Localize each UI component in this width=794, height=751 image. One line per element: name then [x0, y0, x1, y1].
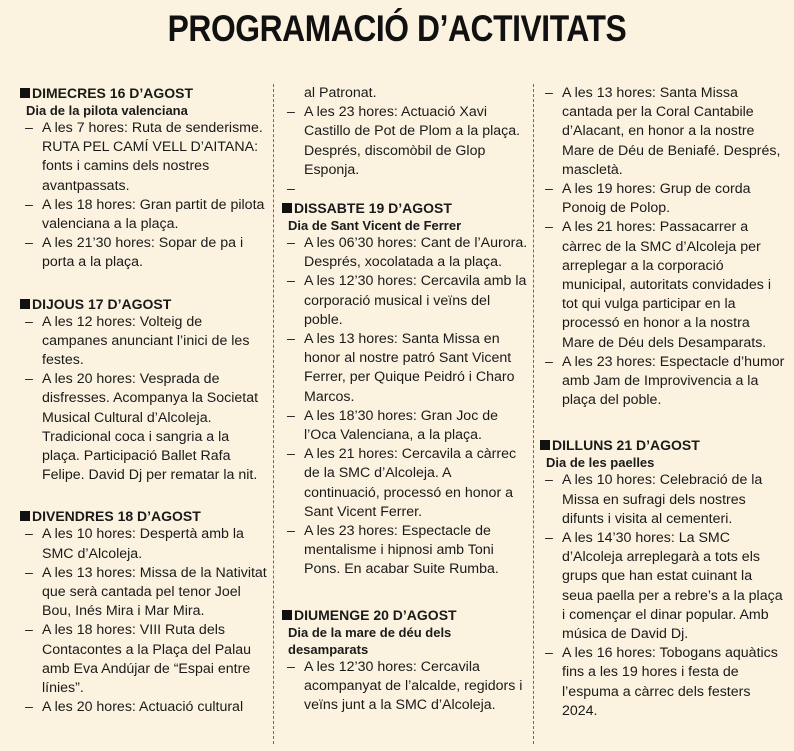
activity-item: – A les 21 hores: Cercavila a càrrec de la SMC d’Alcoleja. A continuació, processó en honor a Sant Vicent Ferrer.	[282, 445, 528, 522]
activity-item: – A les 13 hores: Missa de la Nativitat que serà cantada pel tenor Joel Bou, Inés Mira i Mar Mira.	[20, 564, 268, 622]
activity-item: – A les 10 hores: Despertà amb la SMC d’Alcoleja.	[20, 525, 268, 563]
activity-item: – A les 14’30 hores: La SMC d’Alcoleja arreplegarà a tots els grups que han estat cuinant la seua paella per a rebre’s a la plaça i començar el dinar popular. Amb música de David Dj.	[540, 529, 785, 644]
column-divider	[533, 84, 534, 744]
column-divider	[273, 84, 274, 744]
day-heading: DIMECRES 16 D’AGOST	[20, 84, 268, 102]
activity-item: – A les 21 hores: Passacarrer a càrrec de la SMC d’Alcoleja per arreplegar a la corporació municipal, autoritats convidades i tot qui vulga participar en la processó en honor a la nostra Mare de Déu dels Desamparats.	[540, 218, 785, 352]
day-heading: DIUMENGE 20 D’AGOST	[282, 606, 528, 624]
activity-item: – A les 18’30 hores: Gran Joc de l’Oca Valenciana, a la plaça.	[282, 407, 528, 445]
activity-item: – A les 10 hores: Celebració de la Missa en sufragi dels nostres difunts i visita al cementeri.	[540, 471, 785, 529]
square-bullet-icon	[20, 511, 30, 521]
activity-item: – A les 16 hores: Tobogans aquàtics fins a les 19 hores i festa de l’espuma a càrrec dels festers 2024.	[540, 644, 785, 721]
column-2	[282, 84, 528, 715]
day-subtitle: Dia de les paelles	[546, 455, 655, 471]
day-subtitle: Dia de Sant Vicent de Ferrer	[288, 218, 462, 234]
page-title: PROGRAMACIÓ D’ACTIVITATS	[167, 8, 627, 49]
day-subtitle: Dia de la mare de déu dels desamparats	[288, 624, 452, 657]
activity-item: – A les 20 hores: Vesprada de disfresses. Acompanya la Societat Musical Cultural d’Alcoleja. Tradicional coca i sangria a la plaça. Participació Ballet Rafa Felipe. David Dj per rematar la nit.	[20, 370, 268, 485]
day-block-divendres	[20, 507, 268, 717]
day-heading: DIVENDRES 18 D’AGOST	[20, 507, 268, 525]
activity-item: – A les 12’30 hores: Cercavila amb la corporació musical i veïns del poble.	[282, 272, 528, 330]
activity-list	[20, 313, 268, 486]
day-heading: DIJOUS 17 D’AGOST	[20, 295, 268, 313]
day-subtitle: Dia de la pilota valenciana	[26, 103, 188, 118]
square-bullet-icon	[540, 440, 550, 450]
activity-item: – A les 12’30 hores: Cercavila acompanyat de l’alcalde, regidors i veïns junt a la SMC d’Alcoleja.	[282, 658, 528, 716]
activity-list	[540, 84, 785, 410]
activity-list	[20, 119, 268, 273]
activity-item: – A les 19 hores: Grup de corda Ponoig de Polop.	[540, 180, 785, 218]
day-heading: DISSABTE 19 D’AGOST	[282, 199, 528, 217]
activity-item: – A les 13 hores: Santa Missa cantada per la Coral Cantabile d’Alacant, en honor a la nostre Mare de Déu de Beniafé. Després, mascletà.	[540, 84, 785, 180]
square-bullet-icon	[282, 610, 292, 620]
activity-item: – A les 23 hores: Actuació Xavi Castillo de Pot de Plom a la plaça. Després, discomòbil de Glop Esponja.	[282, 103, 528, 180]
activity-list	[282, 658, 528, 716]
activity-list	[540, 471, 785, 721]
activity-item: – A les 18 hores: VIII Ruta dels Contacontes a la Plaça del Palau amb Eva Andújar de “Espai entre línies”.	[20, 621, 268, 698]
activity-item: – A les 18 hores: Gran partit de pilota valenciana a la plaça.	[20, 196, 268, 234]
activity-item: – A les 20 hores: Actuació cultural	[20, 698, 268, 717]
activity-item: – A les 13 hores: Santa Missa en honor al nostre patró Sant Vicent Ferrer, per Quique Peidró i Charo Marcos.	[282, 330, 528, 407]
activity-item: – A les 23 hores: Espectacle de mentalisme i hipnosi amb Toni Pons. En acabar Suite Rumba.	[282, 522, 528, 580]
square-bullet-icon	[20, 299, 30, 309]
column-1	[20, 84, 268, 717]
activity-list	[20, 525, 268, 717]
day-block-diumenge	[282, 606, 528, 716]
day-block-dissabte	[282, 199, 528, 580]
activity-item: – A les 12 hores: Volteig de campanes anunciant l’inici de les festes.	[20, 313, 268, 371]
activity-item: – A les 21’30 hores: Sopar de pa i porta a la plaça.	[20, 234, 268, 272]
day-block-dilluns	[540, 436, 785, 721]
day-heading: DILLUNS 21 D’AGOST	[540, 436, 785, 454]
day-block-dijous	[20, 295, 268, 486]
square-bullet-icon	[20, 88, 30, 98]
activity-list	[282, 234, 528, 580]
column-3	[540, 84, 785, 721]
activity-item-continuation: al Patronat.	[304, 85, 377, 101]
activity-item: – A les 23 hores: Espectacle d’humor amb Jam de Improvivencia a la plaça del poble.	[540, 353, 785, 411]
square-bullet-icon	[282, 203, 292, 213]
activity-item: – A les 06’30 hores: Cant de l’Aurora. Després, xocolatada a la plaça.	[282, 234, 528, 272]
day-block-dimecres	[20, 84, 268, 273]
activity-item: – A les 7 hores: Ruta de senderisme. RUTA PEL CAMÍ VELL D’AITANA: fonts i camins dels nostres avantpassats.	[20, 119, 268, 196]
activity-list	[282, 84, 528, 199]
activity-item-empty	[282, 180, 528, 199]
